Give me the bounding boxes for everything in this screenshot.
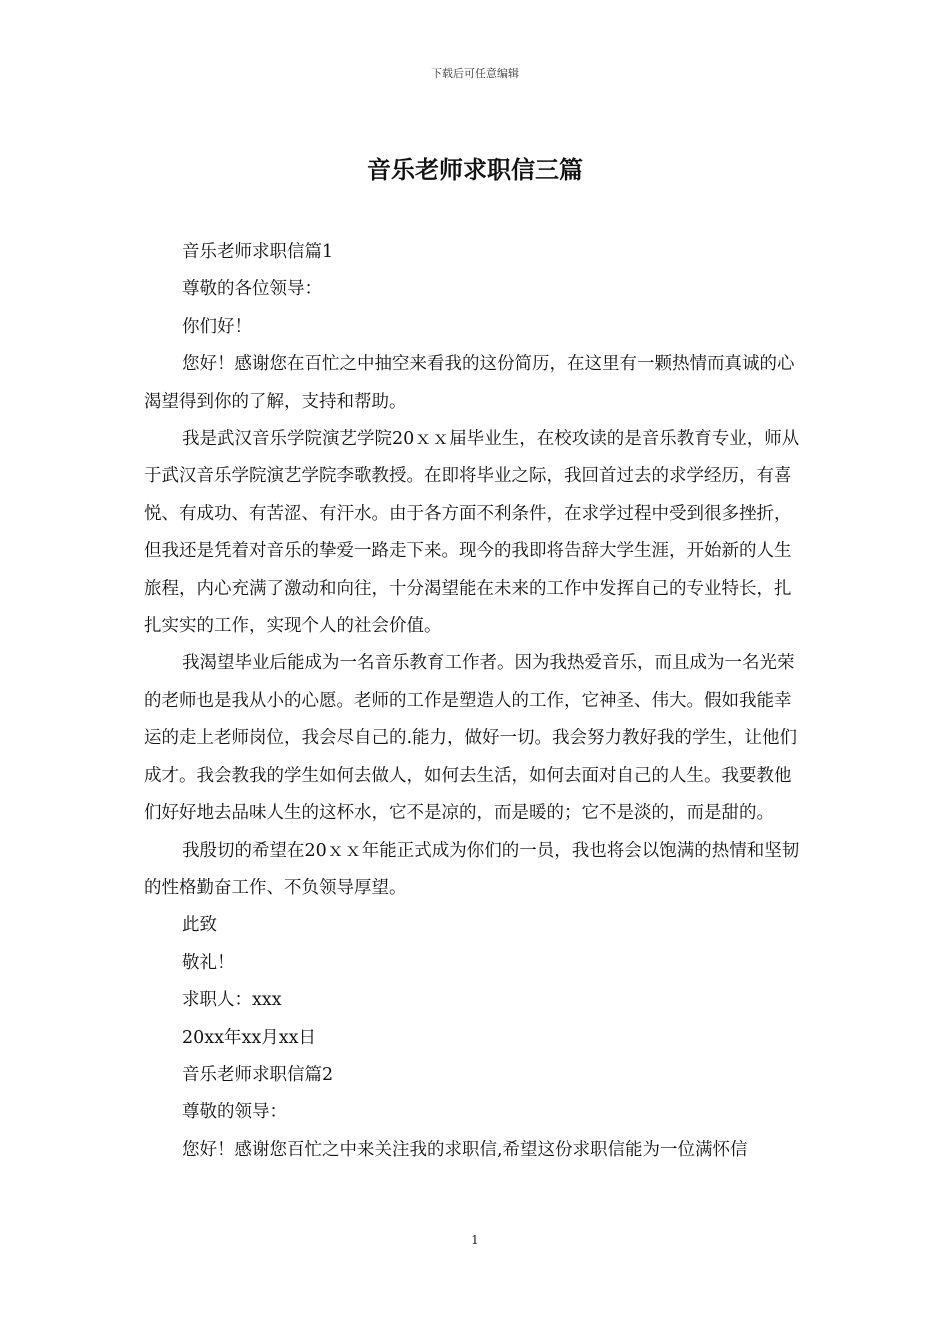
signature: 求职人：xxx: [182, 990, 282, 1011]
body-paragraph: 您好！感谢您百忙之中来关注我的求职信,希望这份求职信能为一位满怀信: [182, 1139, 748, 1160]
date-line: 20xx年xx月xx日: [182, 1027, 316, 1048]
section-heading-2: 音乐老师求职信篇2: [182, 1064, 334, 1085]
page-number: 1: [471, 1233, 479, 1247]
document-body: [144, 234, 808, 1169]
body-paragraph: 我殷切的希望在20ｘｘ年能正式成为你们的一员，我也将会以饱满的热情和坚韧的性格勤奋工作、不负领导厚望。: [144, 840, 800, 898]
page-header-note: 下载后可任意编辑: [431, 67, 519, 80]
closing-line: 此致: [182, 915, 217, 936]
body-paragraph: 您好！感谢您在百忙之中抽空来看我的这份简历，在这里有一颗热情而真诚的心渴望得到你的了解，支持和帮助。: [144, 354, 795, 412]
section-heading-1: 音乐老师求职信篇1: [182, 242, 334, 262]
salutation: 尊敬的各位领导：: [182, 279, 322, 300]
body-paragraph: 我是武汉音乐学院演艺学院20ｘｘ届毕业生，在校攻读的是音乐教育专业，师从于武汉音乐学院演艺学院李歌教授。在即将毕业之际，我回首过去的求学经历，有喜悦、有成功、有苦涩、有汗水。由于各方面不利条件，在求学过程中受到很多挫折，但我还是凭着对音乐的挚爱一路走下来。现今的我即将告辞大学生涯，开始新的人生旅程，内心充满了激动和向往，十分渴望能在未来的工作中发挥自己的专业特长，扎扎实实的工作，实现个人的社会价值。: [144, 429, 800, 637]
greeting: 你们好！: [182, 316, 252, 337]
document-title: 音乐老师求职信三篇: [367, 155, 583, 184]
closing-salute: 敬礼！: [182, 952, 235, 973]
salutation: 尊敬的领导：: [182, 1102, 287, 1123]
body-paragraph: 我渴望毕业后能成为一名音乐教育工作者。因为我热爱音乐，而且成为一名光荣的老师也是我从小的心愿。老师的工作是塑造人的工作，它神圣、伟大。假如我能幸运的走上老师岗位，我会尽自己的.能力，做好一切。我会努力教好我的学生，让他们成才。我会教我的学生如何去做人，如何去生活，如何去面对自己的人生。我要教他们好好地去品味人生的这杯水，它不是凉的，而是暖的；它不是淡的，而是甜的。: [144, 653, 798, 824]
